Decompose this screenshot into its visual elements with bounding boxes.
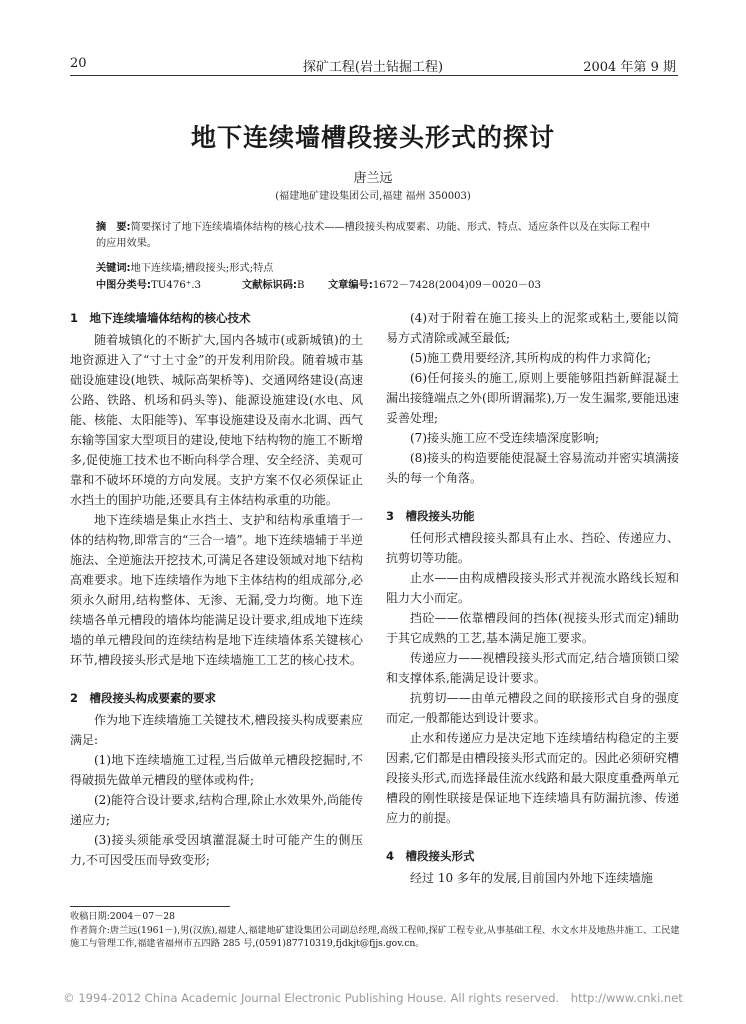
header-rule <box>70 75 678 76</box>
section-2-item-3: (3)接头须能承受因填灌混凝土时可能产生的侧压力,不可因受压而导致变形; <box>70 833 363 867</box>
page-number: 20 <box>70 56 87 71</box>
clc-value: TU476⁺.3 <box>151 280 201 291</box>
clc-label: 中图分类号: <box>96 280 152 291</box>
footnote-rule <box>70 906 230 907</box>
article-no-label: 文章编号: <box>328 280 373 291</box>
section-2-paragraph-1: 作为地下连续墙施工关键技术,槽段接头构成要素应满足: <box>70 713 363 747</box>
section-3-paragraph-3: 挡砼——依靠槽段间的挡体(视接头形式而定)辅助于其它成熟的工艺,基本满足施工要求。 <box>386 611 679 645</box>
copyright-footer: © 1994-2012 China Academic Journal Electronic Publishing House. All rights reserved. http://www.cnki.net <box>63 991 683 1005</box>
issue-label: 2004 年第 9 期 <box>583 60 676 75</box>
section-1-paragraph-2: 地下连续墙是集止水挡土、支护和结构承重墙于一体的结构物,即常言的“三合一墙”。地下连续墙辅于半逆施法、全逆施法开挖技术,可满足各建设领域对地下结构高难要求。地下连续墙作为地下主体结构的组成部分,必须永久耐用,结构整体、无渗、无漏,受力均衡。地下连续墙各单元槽段的墙体均能满足设计要求,组成地下连续墙的单元槽段间的连续结构是地下连续墙体系关键核心环节,槽段接头形式是地下连续墙施工工艺的核心技术。 <box>70 513 363 667</box>
section-1-paragraph-1: 随着城镇化的不断扩大,国内各城市(或新城镇)的土地资源进入了“寸土寸金”的开发利用阶段。随着城市基础设施建设(地铁、城际高架桥等)、交通网络建设(高速公路、铁路、机场和码头等)、能源设施建设(水电、风能、核能、太阳能等)、军事设施建设及南水北调、西气东输等国家大型项目的建设,使地下结构物的施工不断增多,促使施工技术也不断向科学合理、安全经济、美观可靠和不破坏环境的方向发展。支护方案不仅必须保证止水挡土的围护功能,还要具有主体结构承重的功能。 <box>70 333 363 507</box>
abstract-text: 简要探讨了地下连续墙墙体结构的核心技术——槽段接头构成要素、功能、形式、特点、适应条件以及在实际工程中的应用效果。 <box>96 222 651 249</box>
received-date: 收稿日期:2004－07－28 <box>70 911 175 922</box>
section-2-heading: 2 槽段接头构成要素的要求 <box>70 691 217 705</box>
section-2-item-5: (5)施工费用要经济,其所构成的构件力求简化; <box>410 351 651 365</box>
author-bio: 作者简介:唐兰远(1961－),男(汉族),福建人,福建地矿建设集团公司副总经理,高级工程师,探矿工程专业,从事基础工程、水文水井及地热井施工、工民建施工与管理工作,福建省福州市五四路 285 号,(0591)87710319,fjdkjt@fjjs.gov.cn。 <box>70 925 680 949</box>
keywords-text: 地下连续墙;槽段接头;形式;特点 <box>130 263 274 274</box>
section-3-paragraph-5: 抗剪切——由单元槽段之间的联接形式自身的强度而定,一般都能达到设计要求。 <box>386 691 679 725</box>
section-2-item-8: (8)接头的构造要能使混凝土容易流动并密实填满接头的每一个角落。 <box>386 451 679 485</box>
doc-code-label: 文献标识码: <box>242 280 298 291</box>
right-column <box>386 308 679 888</box>
section-3-paragraph-4: 传递应力——视槽段接头形式而定,结合墙顶锁口梁和支撑体系,能满足设计要求。 <box>386 651 679 685</box>
section-2-item-2: (2)能符合设计要求,结构合理,除止水效果外,尚能传递应力; <box>70 793 363 827</box>
section-2-item-4: (4)对于附着在施工接头上的泥浆或粘土,要能以简易方式清除或减至最低; <box>386 311 679 345</box>
abstract-label: 摘 要: <box>96 222 131 233</box>
article-title: 地下连续墙槽段接头形式的探讨 <box>190 123 555 152</box>
left-column <box>70 308 363 870</box>
section-2-item-6: (6)任何接头的施工,原则上要能够阻挡新鲜混凝土漏出接缝端点之外(即所谓漏浆),万一发生漏浆,要能迅速妥善处理; <box>386 371 679 425</box>
article-no-value: 1672－7428(2004)09－0020－03 <box>372 280 541 291</box>
section-1-heading: 1 地下连续墙墙体结构的核心技术 <box>70 311 251 325</box>
section-2-item-1: (1)地下连续墙施工过程,当后做单元槽段挖掘时,不得破损先做单元槽段的壁体或构件; <box>70 753 363 787</box>
section-3-heading: 3 槽段接头功能 <box>386 509 475 523</box>
journal-name: 探矿工程(岩土钻掘工程) <box>302 60 444 75</box>
author-affiliation: (福建地矿建设集团公司,福建 福州 350003) <box>275 191 471 202</box>
keywords-label: 关键词: <box>96 263 131 274</box>
section-3-paragraph-2: 止水——由构成槽段接头形式并视流水路线长短和阻力大小而定。 <box>386 571 679 605</box>
section-2-item-7: (7)接头施工应不受连续墙深度影响; <box>410 431 600 445</box>
author-name: 唐兰远 <box>353 171 393 186</box>
section-3-paragraph-1: 任何形式槽段接头都具有止水、挡砼、传递应力、抗剪切等功能。 <box>386 531 679 565</box>
abstract <box>96 220 656 252</box>
section-4-paragraph-1: 经过 10 多年的发展,目前国内外地下连续墙施 <box>410 871 653 885</box>
section-4-heading: 4 槽段接头形式 <box>386 849 475 863</box>
section-3-paragraph-6: 止水和传递应力是决定地下连续墙结构稳定的主要因素,它们都是由槽段接头形式而定的。因此必须研究槽段接头形式,而选择最佳流水线路和最大限度重叠两单元槽段的刚性联接是保证地下连续墙具有防漏抗渗、传递应力的前提。 <box>386 731 679 825</box>
doc-code-value: B <box>297 280 305 291</box>
